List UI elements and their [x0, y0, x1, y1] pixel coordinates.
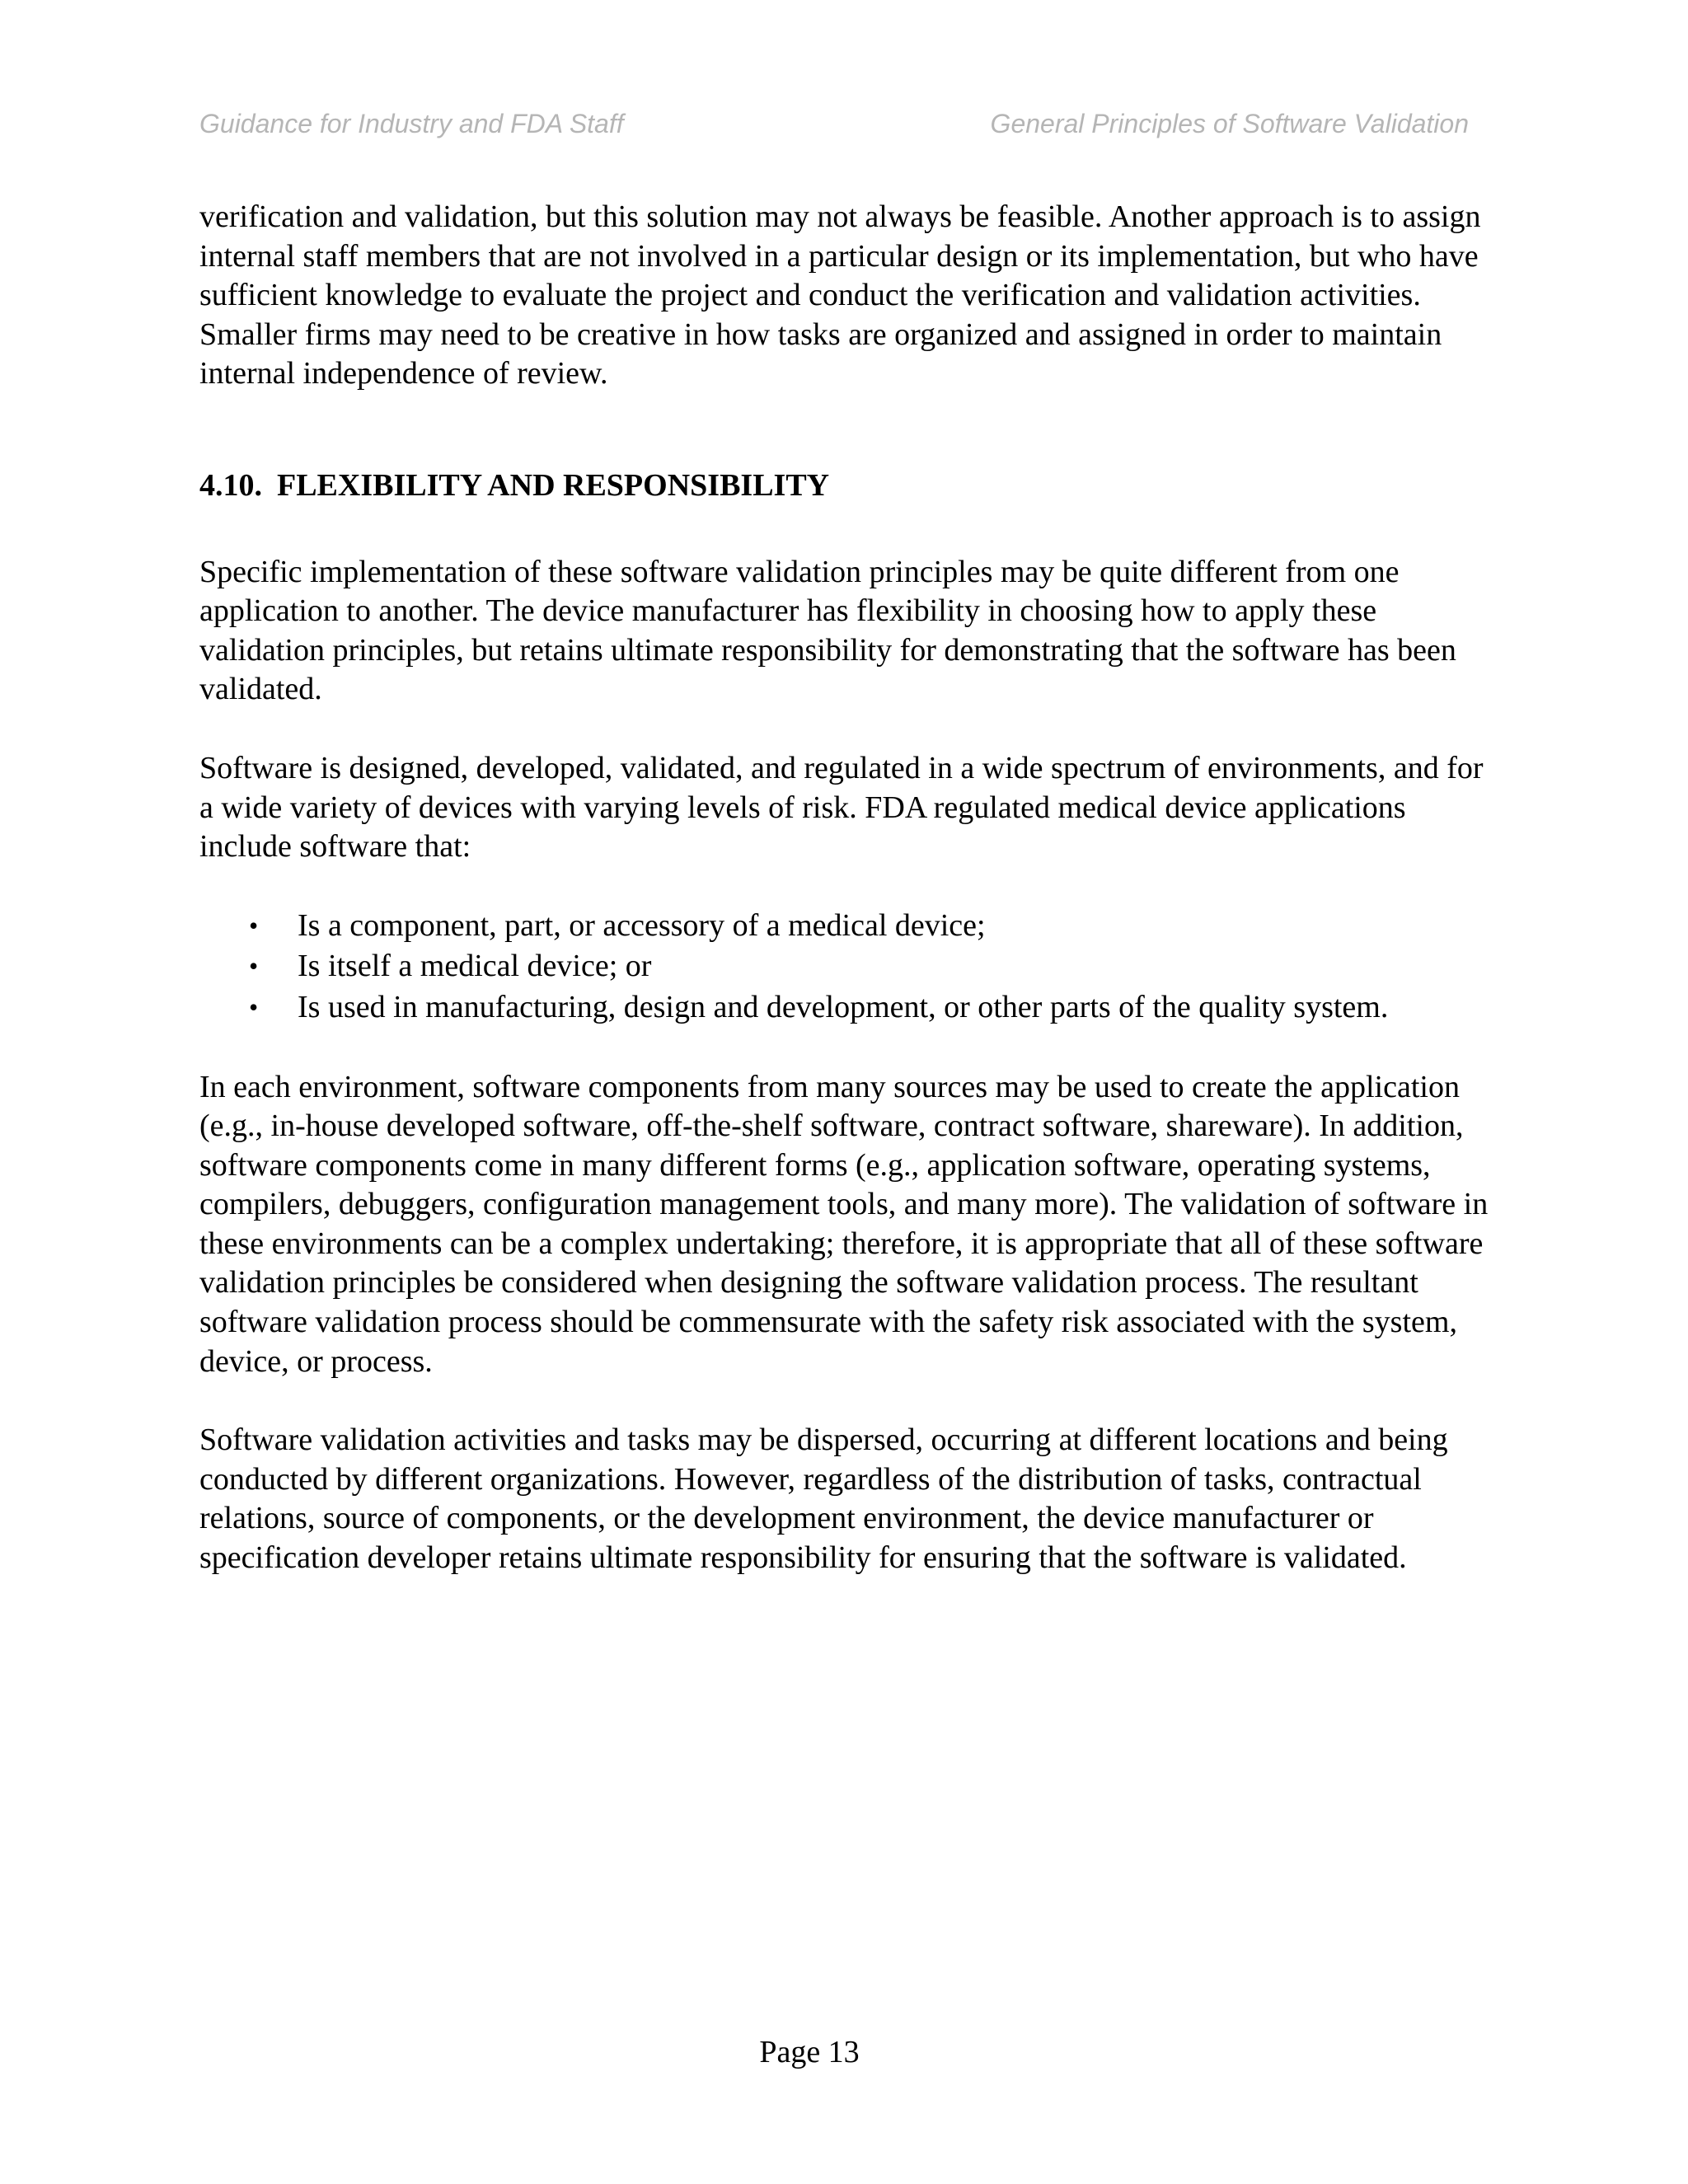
document-body [199, 198, 1502, 1618]
bullet-icon: • [249, 910, 259, 940]
list-item [199, 906, 1502, 947]
header-document-title: General Principles of Software Validation [990, 109, 1469, 138]
section-title: FLEXIBILITY AND RESPONSIBILITY [277, 467, 830, 503]
intro-paragraph: verification and validation, but this solution may not always be feasible. Another approach is to assign internal staff members that are not involved in a particular design or its implementation, but who have sufficient knowledge to evaluate the project and conduct the verification and validation activities. Smaller firms may need to be creative in how tasks are organized and assigned in order to maintain internal independence of review. [199, 199, 1481, 391]
section-paragraph-3: In each environment, software components from many sources may be used to create the application (e.g., in-house developed software, off-the-shelf software, contract software, shareware). In addition, software components come in many different forms (e.g., application software, operating systems, compilers, debuggers, configuration management tools, and many more). The validation of software in these environments can be a complex undertaking; therefore, it is appropriate that all of these software validation principles be considered when designing the software validation process. The resultant software validation process should be commensurate with the safety risk associated with the system, device, or process. [199, 1069, 1489, 1379]
list-item [199, 946, 1502, 987]
software-types-list [199, 906, 1502, 1029]
section-paragraph-1: Specific implementation of these software validation principles may be quite different from one application to another. The device manufacturer has flexibility in choosing how to apply these validation principles, but retains ultimate responsibility for demonstrating that the software has been validated. [199, 554, 1456, 707]
section-paragraph-4: Software validation activities and tasks may be dispersed, occurring at different locations and being conducted by different organizations. However, regardless of the distribution of tasks, contractual relations, source of components, or the development environment, the device manufacturer or specification developer retains ultimate responsibility for ensuring that the software is validated. [199, 1422, 1448, 1576]
list-item-text: Is used in manufacturing, design and development, or other parts of the quality system. [298, 989, 1389, 1024]
section-paragraph-2: Software is designed, developed, validated, and regulated in a wide spectrum of environments, and for a wide variety of devices with varying levels of risk. FDA regulated medical device applications include software that: [199, 750, 1484, 865]
bullet-icon: • [249, 991, 259, 1022]
list-item [199, 987, 1502, 1029]
section-heading [199, 466, 1502, 506]
running-header [199, 109, 1469, 148]
list-item-text: Is itself a medical device; or [298, 949, 652, 984]
page-number: Page 13 [759, 2035, 860, 2069]
list-item-text: Is a component, part, or accessory of a medical device; [298, 907, 986, 943]
bullet-icon: • [249, 951, 259, 982]
header-document-type: Guidance for Industry and FDA Staff [199, 109, 624, 138]
section-number: 4.10. [199, 467, 262, 503]
